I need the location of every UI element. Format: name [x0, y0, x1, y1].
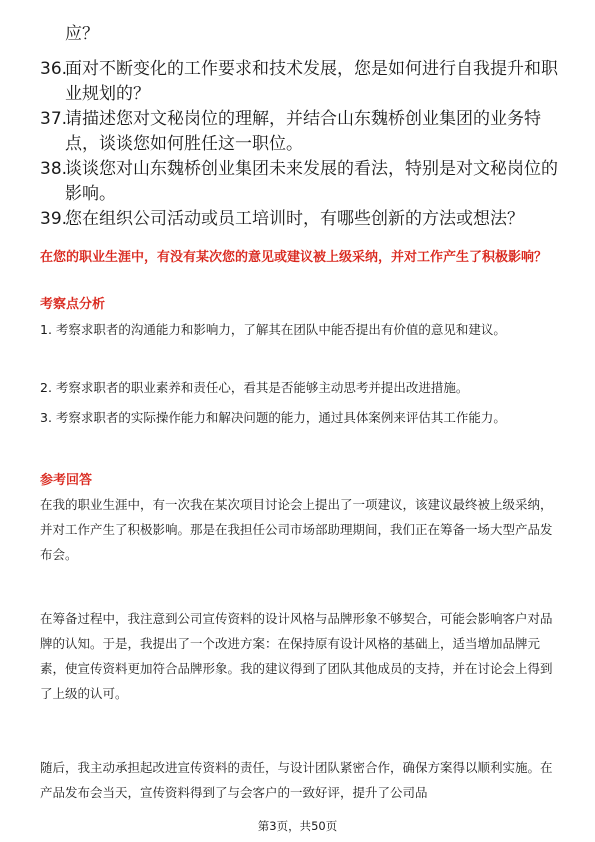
question-number: 38.	[40, 159, 68, 179]
question-36	[40, 57, 565, 107]
question-number: 36.	[40, 59, 68, 79]
question-continuation-text: 应？	[65, 24, 99, 44]
answer-paragraph-3: 随后，我主动承担起改进宣传资料的责任，与设计团队紧密合作，确保方案得以顺利实施。在产品发布会当天，宣传资料得到了与会客户的一致好评，提升了公司品	[40, 760, 553, 800]
analysis-item-2: 2. 考察求职者的职业素养和责任心，看其是否能够主动思考并提出改进措施。	[40, 380, 469, 395]
question-text: 面对不断变化的工作要求和技术发展，您是如何进行自我提升和职业规划的？	[65, 59, 558, 104]
question-number: 37.	[40, 109, 68, 129]
question-38	[40, 157, 565, 207]
question-number: 39.	[40, 209, 68, 229]
question-text: 谈谈您对山东魏桥创业集团未来发展的看法，特别是对文秘岗位的影响。	[65, 159, 558, 204]
answer-paragraph-2: 在筹备过程中，我注意到公司宣传资料的设计风格与品牌形象不够契合，可能会影响客户对品牌的认知。于是，我提出了一个改进方案：在保持原有设计风格的基础上，适当增加品牌元素，使宣传资料更加符合品牌形象。我的建议得到了团队其他成员的支持，并在讨论会上得到了上级的认可。	[40, 611, 553, 701]
question-text: 您在组织公司活动或员工培训时，有哪些创新的方法或想法？	[65, 209, 524, 229]
answer-heading: 参考回答	[40, 473, 93, 488]
question-continuation	[40, 22, 565, 47]
analysis-item-1: 1. 考察求职者的沟通能力和影响力，了解其在团队中能否提出有价值的意见和建议。	[40, 322, 506, 337]
question-39	[40, 207, 565, 232]
analysis-item-3: 3. 考察求职者的实际操作能力和解决问题的能力，通过具体案例来评估其工作能力。	[40, 410, 506, 425]
question-37	[40, 107, 565, 157]
page-footer: 第3页，共50页	[257, 819, 338, 833]
analysis-heading: 考察点分析	[40, 297, 106, 312]
question-text: 请描述您对文秘岗位的理解，并结合山东魏桥创业集团的业务特点，谈谈您如何胜任这一职位。	[65, 109, 541, 154]
highlight-question: 在您的职业生涯中，有没有某次您的意见或建议被上级采纳，并对工作产生了积极影响？	[40, 250, 548, 265]
answer-paragraph-1: 在我的职业生涯中，有一次我在某次项目讨论会上提出了一项建议，该建议最终被上级采纳，并对工作产生了积极影响。那是在我担任公司市场部助理期间，我们正在筹备一场大型产品发布会。	[40, 497, 553, 562]
